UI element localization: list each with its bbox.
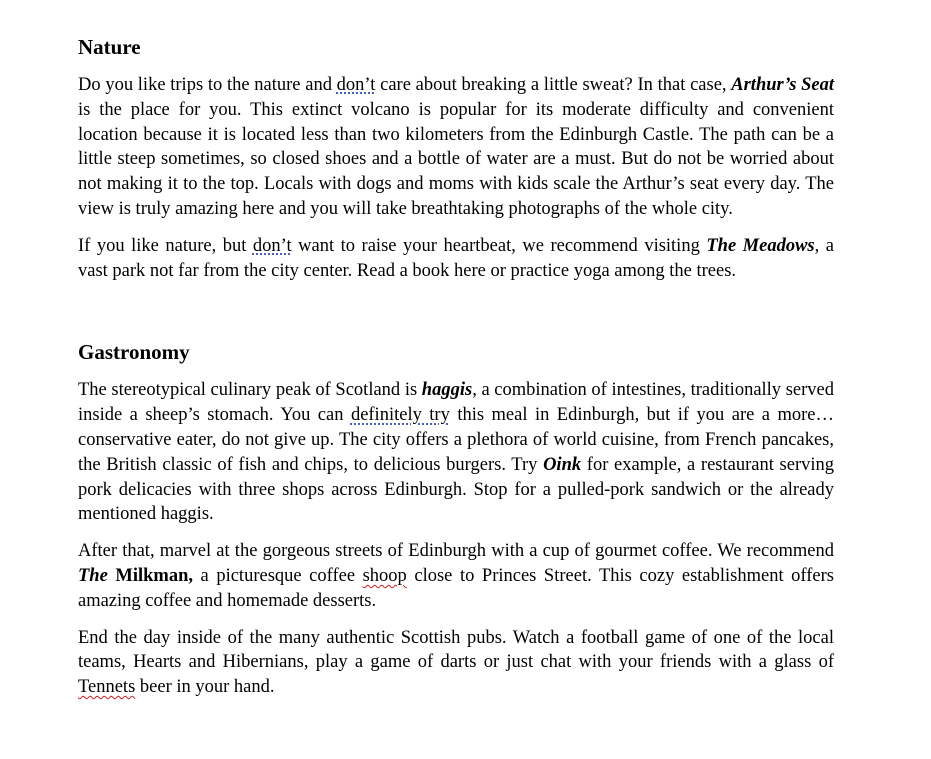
text-run: a picturesque coffee (192, 565, 363, 586)
section-heading-gastronomy: Gastronomy (78, 340, 190, 365)
text-run: beer in your hand. (135, 677, 275, 698)
text-run: Do you like trips to the nature and (78, 75, 337, 95)
cafe-name-milkman: Milkman, (107, 565, 193, 586)
grammar-flag[interactable]: don’t (252, 235, 292, 256)
nature-paragraph-1 (78, 73, 834, 222)
dish-name-haggis: haggis (421, 380, 473, 401)
text-run: After that, marvel at the gorgeous streets of Edinburgh with a cup of gourmet coffee. We recommend (78, 541, 834, 562)
text-run: If you like nature, but (78, 235, 253, 256)
text-run: close to Princes Street. This cozy establishment offers amazing coffee and homemade desserts. (78, 565, 834, 611)
text-run: is the place for you. This extinct volcano is popular for its moderate difficulty and convenient location because it is located less than two kilometers from the Edinburgh Castle. The path can be a little steep sometimes, so closed shoes and a bottle of water are a must. But do not be worried about not making it to the top. Locals with dogs and moms with kids scale the Arthur’s seat every day. The view is truly amazing here and you will take breathtaking photographs of the whole city. (78, 99, 834, 219)
text-run: , a vast park not far from the city center. Read a book here or practice yoga among the trees. (78, 235, 835, 281)
text-run: End the day inside of the many authentic Scottish pubs. Watch a football game of one of the local teams, Hearts and Hibernians, play a game of darts or just chat with your friends with a glass of (78, 627, 834, 673)
gastronomy-paragraph-2 (78, 539, 834, 613)
grammar-flag[interactable]: don’t (336, 75, 376, 95)
spelling-flag[interactable]: Tennets (78, 677, 136, 698)
document-page (78, 33, 834, 712)
section-spacer (78, 295, 834, 338)
text-run: want to raise your heartbeat, we recommend visiting (291, 235, 707, 256)
cafe-name-prefix: The (78, 565, 108, 586)
gastronomy-paragraph-3 (78, 626, 834, 700)
restaurant-name-oink: Oink (543, 454, 582, 475)
text-run: care about breaking a little sweat? In that case, (375, 75, 732, 95)
gastronomy-paragraph-1 (78, 378, 834, 527)
text-run: this meal in Edinburgh, but if you are a more…conservative eater, do not give up. The city offers a plethora of world cuisine, from French pancakes, the British classic of fish and chips, to delicious burgers. Try (78, 405, 834, 475)
grammar-flag[interactable]: definitely try (350, 405, 450, 426)
nature-paragraph-2 (78, 234, 834, 284)
place-name-the-meadows: The Meadows (706, 235, 815, 256)
text-run: , a combination of intestines, traditionally served inside a sheep’s stomach. You can (78, 380, 834, 426)
text-run: The stereotypical culinary peak of Scotland is (78, 380, 422, 401)
place-name-arthurs-seat: Arthur’s Seat (731, 75, 835, 95)
spelling-flag[interactable]: shoop (362, 565, 407, 586)
text-run: for example, a restaurant serving pork delicacies with three shops across Edinburgh. Stop for a pulled-pork sandwich or the already mentioned haggis. (78, 454, 835, 525)
section-heading-nature: Nature (78, 35, 141, 59)
